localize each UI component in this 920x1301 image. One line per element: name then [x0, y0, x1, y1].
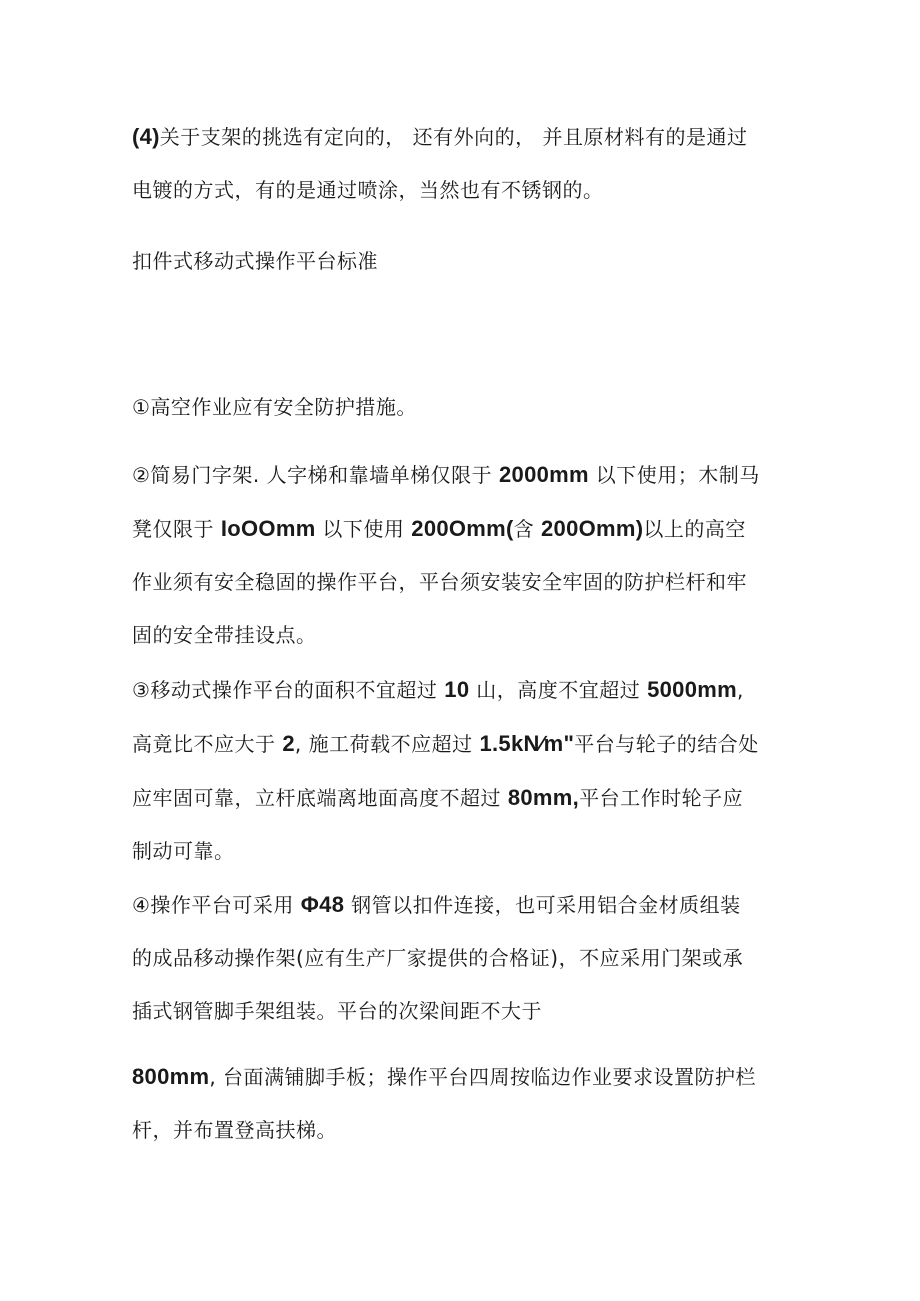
text-line [132, 932, 800, 985]
paragraph-support-selection [132, 110, 800, 217]
text-run: ④操作平台可采用 [132, 893, 301, 917]
bold-text-run: 10 [444, 677, 470, 702]
bold-text-run: 800mm [132, 1064, 210, 1089]
text-run: 扣件式移动式操作平台标准 [132, 249, 378, 273]
text-run: 固的安全带挂设点。 [132, 623, 317, 647]
bold-text-run: 1.5kN∕m" [479, 731, 575, 756]
text-run: 关于支架的挑选有定向的， 还有外向的， 并且原材料有的是通过 [159, 125, 748, 149]
bold-text-run: 2 [282, 731, 295, 756]
text-line [132, 381, 800, 434]
text-run: 插式钢管脚手架组装。平台的次梁间距不大于 [132, 999, 542, 1023]
text-run: 高竟比不应大于 [132, 732, 283, 756]
text-run: 山，高度不宜超过 [469, 678, 648, 702]
text-run: 的成品移动操作架(应有生产厂家提供的合格证)，不应采用门架或承 [132, 946, 744, 970]
text-run: ②简易门字架. 人字梯和靠墙单梯仅限于 [132, 463, 500, 487]
text-line [132, 556, 800, 609]
text-run: , 台面满铺脚手板；操作平台四周按临边作业要求设置防护栏 [209, 1065, 757, 1089]
text-run: , [736, 678, 744, 702]
bold-text-run: 80mm, [507, 785, 580, 810]
text-line [132, 825, 800, 878]
text-line [132, 448, 800, 502]
bold-text-run: 200Omm( [411, 516, 514, 541]
paragraph-item-4 [132, 878, 800, 1038]
text-line [132, 502, 800, 556]
bold-text-run: (4) [132, 124, 160, 149]
text-line [132, 771, 800, 825]
text-run: ①高空作业应有安全防护措施。 [132, 395, 417, 419]
text-run: 平台与轮子的结合处 [574, 732, 759, 756]
bold-text-run: 2000mm [499, 462, 589, 487]
bold-text-run: IoOOmm [220, 516, 316, 541]
text-line [132, 1050, 800, 1104]
text-line [132, 164, 800, 217]
text-run: ③移动式操作平台的面积不宜超过 [132, 678, 445, 702]
text-run: 作业须有安全稳固的操作平台，平台须安装安全牢固的防护栏杆和牢 [132, 570, 747, 594]
bold-text-run: Φ48 [300, 892, 345, 917]
text-run: 以下使用；木制马 [588, 463, 760, 487]
text-run: 含 [513, 517, 542, 541]
bold-text-run: 5000mm [647, 677, 737, 702]
section-heading [132, 235, 800, 288]
text-run: 电镀的方式，有的是通过喷涂，当然也有不锈钢的。 [132, 178, 604, 202]
text-run: 制动可靠。 [132, 839, 235, 863]
text-run: 凳仅限于 [132, 517, 221, 541]
text-line [132, 110, 800, 164]
paragraph-item-1 [132, 381, 800, 434]
text-run: 以下使用 [315, 517, 412, 541]
text-line [132, 1104, 800, 1157]
text-run: 应牢固可靠，立杆底端离地面高度不超过 [132, 786, 508, 810]
text-line [132, 717, 800, 771]
text-line [132, 985, 800, 1038]
text-line [132, 609, 800, 662]
text-run: , 施工荷载不应超过 [294, 732, 480, 756]
text-run: 钢管以扣件连接，也可采用铝合金材质组装 [344, 893, 741, 917]
paragraph-item-2 [132, 448, 800, 662]
text-line [132, 235, 800, 288]
text-run: 杆，并布置登高扶梯。 [132, 1118, 337, 1142]
text-run: 平台工作时轮子应 [579, 786, 744, 810]
bold-text-run: 200Omm) [541, 516, 644, 541]
text-run: 以上的高空 [643, 517, 746, 541]
text-line [132, 878, 800, 932]
paragraph-item-3 [132, 663, 800, 878]
paragraph-item-4-continued [132, 1050, 800, 1157]
text-line [132, 663, 800, 717]
